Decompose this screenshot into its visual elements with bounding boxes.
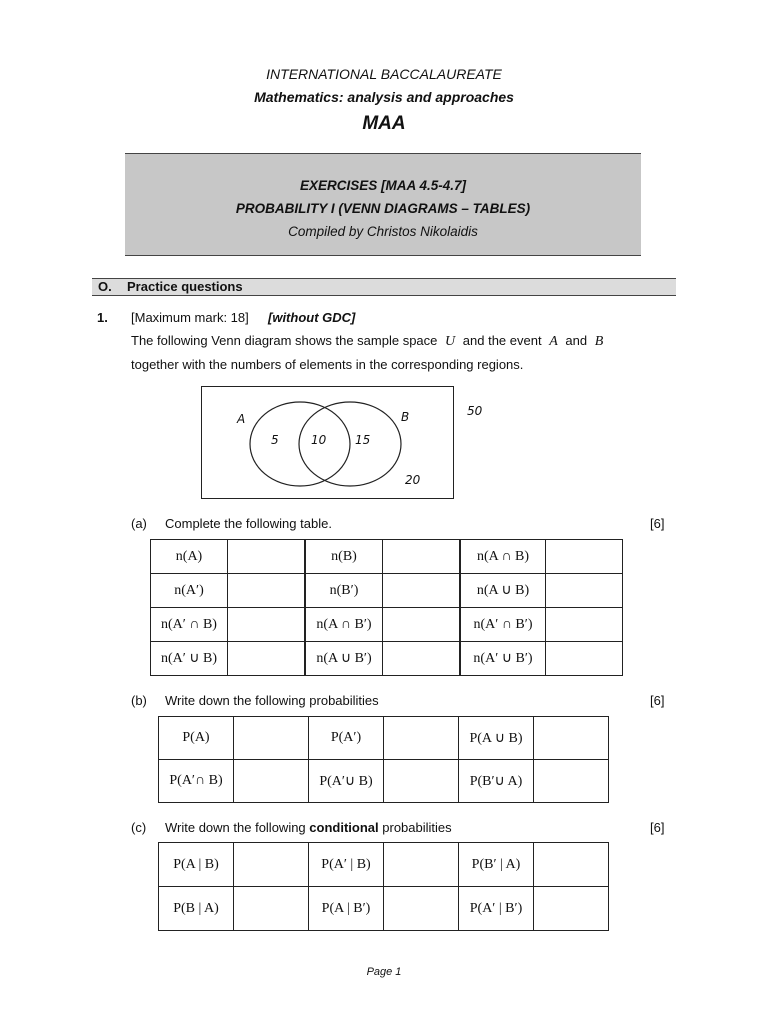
part-b-label: (b) [131, 693, 147, 708]
answer-cell[interactable] [228, 608, 306, 642]
question-marks: [Maximum mark: 18] [131, 310, 249, 325]
text-part: and [565, 333, 588, 348]
table-cell-label: n(A ∪ B) [460, 574, 546, 608]
answer-cell[interactable] [228, 642, 306, 676]
text-part: and the event [462, 333, 542, 348]
part-c-label: (c) [131, 820, 147, 835]
table-cell-label: n(A′ ∩ B) [151, 608, 228, 642]
header-institution: INTERNATIONAL BACCALAUREATE [266, 66, 502, 82]
table-cell-label: P(B | A) [159, 887, 234, 931]
table-cell-label: n(A) [151, 540, 228, 574]
table-cell-label: P(A′ | B) [309, 843, 384, 887]
table-cell-label: n(A ∩ B′) [305, 608, 383, 642]
table-row [159, 717, 609, 760]
answer-cell[interactable] [534, 887, 609, 931]
answer-cell[interactable] [228, 540, 306, 574]
answer-cell[interactable] [546, 574, 623, 608]
answer-cell[interactable] [534, 843, 609, 887]
section-title: Practice questions [127, 279, 243, 294]
section-bar [92, 278, 676, 296]
answer-cell[interactable] [234, 887, 309, 931]
table-row [159, 760, 609, 803]
table-row [151, 574, 623, 608]
question-gdc: [without GDC] [268, 310, 356, 325]
header-course: Mathematics: analysis and approaches [254, 89, 514, 105]
table-cell-label: P(A′∪ B) [309, 760, 384, 803]
table-row [159, 843, 609, 887]
part-b-text: Write down the following probabilities [165, 693, 379, 708]
text-part: Write down the following [165, 820, 306, 835]
answer-cell[interactable] [234, 717, 309, 760]
table-cell-label: n(B′) [305, 574, 383, 608]
table-cell-label: P(A | B′) [309, 887, 384, 931]
answer-cell[interactable] [546, 642, 623, 676]
answer-cell[interactable] [546, 540, 623, 574]
text-part: The following Venn diagram shows the sample space [131, 333, 438, 348]
part-a-table [150, 539, 623, 676]
table-cell-label: P(A′ | B′) [459, 887, 534, 931]
table-cell-label: P(A) [159, 717, 234, 760]
exercise-banner [125, 153, 641, 256]
part-c-marks: [6] [650, 820, 665, 835]
venn-label-a: A [237, 412, 246, 426]
venn-region-intersection: 10 [311, 433, 327, 447]
table-row [151, 608, 623, 642]
section-letter: O. [98, 279, 112, 294]
table-cell-label: n(A′ ∪ B) [151, 642, 228, 676]
table-cell-label: n(A′ ∩ B′) [460, 608, 546, 642]
text-part: probabilities [382, 820, 452, 835]
answer-cell[interactable] [384, 717, 459, 760]
answer-cell[interactable] [384, 843, 459, 887]
venn-region-a-only: 5 [271, 433, 279, 447]
table-cell-label: n(A′) [151, 574, 228, 608]
banner-title: EXERCISES [MAA 4.5-4.7] [299, 178, 467, 193]
table-row [151, 540, 623, 574]
text-emphasis: conditional [309, 820, 379, 835]
symbol-u: U [445, 334, 456, 349]
question-number: 1. [97, 310, 108, 325]
answer-cell[interactable] [534, 717, 609, 760]
table-cell-label: P(A | B) [159, 843, 234, 887]
table-row [151, 642, 623, 676]
table-row [159, 887, 609, 931]
table-cell-label: n(B) [305, 540, 383, 574]
answer-cell[interactable] [546, 608, 623, 642]
table-cell-label: n(A ∪ B′) [305, 642, 383, 676]
part-b-table [158, 716, 609, 803]
part-a-text: Complete the following table. [165, 516, 332, 531]
table-cell-label: n(A′ ∪ B′) [460, 642, 546, 676]
question-text-line1 [131, 333, 607, 350]
venn-diagram [201, 386, 454, 499]
part-a-marks: [6] [650, 516, 665, 531]
answer-cell[interactable] [383, 574, 461, 608]
header-code: MAA [362, 113, 406, 134]
circle-a [250, 402, 350, 486]
answer-cell[interactable] [234, 843, 309, 887]
table-cell-label: P(A ∪ B) [459, 717, 534, 760]
table-cell-label: n(A ∩ B) [460, 540, 546, 574]
answer-cell[interactable] [383, 608, 461, 642]
question-text-line2: together with the numbers of elements in the corresponding regions. [131, 357, 524, 372]
part-b-marks: [6] [650, 693, 665, 708]
answer-cell[interactable] [384, 760, 459, 803]
part-a-label: (a) [131, 516, 147, 531]
answer-cell[interactable] [534, 760, 609, 803]
symbol-b: B [594, 334, 604, 349]
part-c-text [165, 820, 452, 835]
table-cell-label: P(B′ | A) [459, 843, 534, 887]
answer-cell[interactable] [234, 760, 309, 803]
answer-cell[interactable] [228, 574, 306, 608]
answer-cell[interactable] [384, 887, 459, 931]
table-cell-label: P(B′∪ A) [459, 760, 534, 803]
table-cell-label: P(A′) [309, 717, 384, 760]
answer-cell[interactable] [383, 540, 461, 574]
table-cell-label: P(A′∩ B) [159, 760, 234, 803]
venn-region-b-only: 15 [355, 433, 371, 447]
venn-label-b: B [401, 410, 410, 424]
banner-subtitle: PROBABILITY I (VENN DIAGRAMS – TABLES) [235, 201, 531, 216]
banner-author: Compiled by Christos Nikolaidis [288, 224, 478, 239]
page-number: Page 1 [366, 966, 402, 978]
answer-cell[interactable] [383, 642, 461, 676]
symbol-a: A [549, 334, 558, 349]
venn-universe-total: 50 [467, 404, 483, 418]
part-c-table [158, 842, 609, 931]
venn-region-outside: 20 [405, 473, 421, 487]
